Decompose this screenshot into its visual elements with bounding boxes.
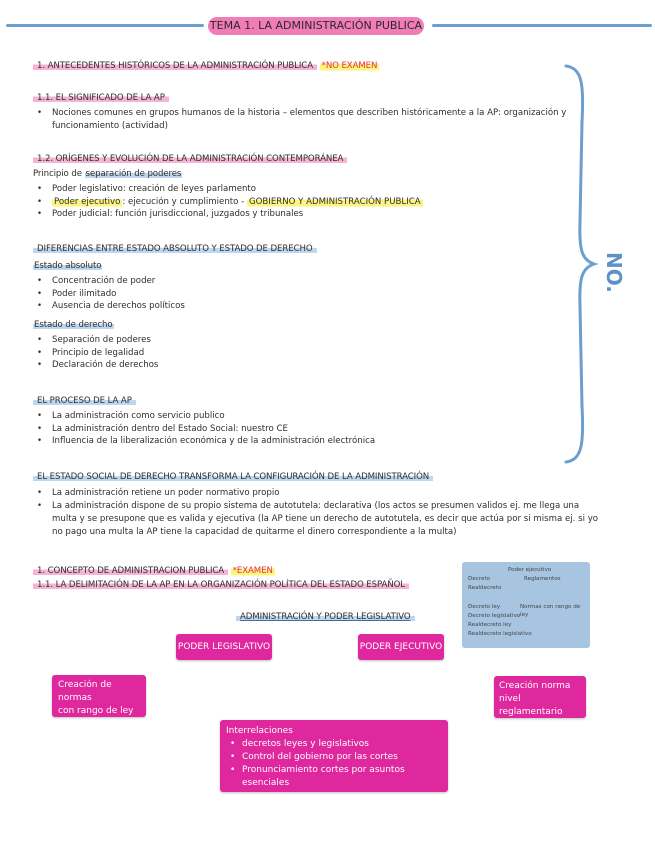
section-2-1-heading <box>33 580 409 591</box>
list-item <box>33 196 533 209</box>
powers-item-legislativo: Poder legislativo: creación de leyes parlamento <box>52 184 257 194</box>
absoluto-item: Poder ilimitado <box>52 288 117 299</box>
proceso-item: La administración dentro del Estado Social: nuestro CE <box>52 423 288 434</box>
list-item <box>33 410 533 423</box>
section-1-1-heading-text: 1.1. EL SIGNIFICADO DE LA AP <box>33 93 169 103</box>
estado-absoluto-text: Estado absoluto <box>34 261 102 271</box>
diagram-title-text: ADMINISTRACIÓN Y PODER LEGISLATIVO <box>236 612 415 622</box>
proceso-list <box>33 410 533 448</box>
estado-absoluto-label <box>33 261 102 272</box>
creacion-ley-line2: con rango de ley <box>58 706 134 716</box>
proceso-heading <box>33 396 136 407</box>
derecho-item: Separación de poderes <box>52 335 151 345</box>
section-1-1-list <box>33 107 573 132</box>
note-reglamentos: Reglamentos <box>524 576 561 582</box>
principle-prefix: Principio de <box>33 169 85 179</box>
powers-item-judicial: Poder judicial: función jurisdiccional, juzgados y tribunales <box>52 209 304 219</box>
list-item <box>33 347 333 360</box>
list-item <box>33 300 333 313</box>
section-1-heading-text: 1. ANTECEDENTES HISTÓRICOS DE LA ADMINISTRACIÓN PUBLICA <box>33 61 317 71</box>
list-item <box>33 334 333 347</box>
interrelaciones-box <box>220 720 448 792</box>
creacion-ley-line1: Creación de normas <box>58 680 112 703</box>
examen-tag: *EXAMEN <box>232 566 273 576</box>
section-1-heading <box>33 61 379 72</box>
interrelaciones-item: • Control del gobierno por las cortes <box>230 752 398 762</box>
note-realdecreto-legislativo: Realdecreto legislativo <box>468 631 532 637</box>
note-decreto-ley: Decreto ley <box>468 604 501 610</box>
interrelaciones-item: • decretos leyes y legislativos <box>230 739 369 749</box>
no-side-note: NO. <box>602 252 626 293</box>
social-item: La administración dispone de su propio sistema de autotutela: declarativa (los actos se presumen validos ej. me llega una multa y se presupone que es valida y ejecutiva (la AP tiene un derecho de autotutela, es decir que actúa por si misma ej. si yo no pago una multa la AP tiene la capacidad de quitarme el dinero correspondiente a la multa) <box>52 500 599 537</box>
section-2-heading-text: 1. CONCEPTO DE ADMINISTRACION PUBLICA <box>33 566 228 576</box>
estado-social-heading <box>33 472 433 483</box>
social-item: La administración retiene un poder normativo propio <box>52 488 280 498</box>
creacion-norma-reglamentaria-box <box>494 676 586 718</box>
page-title: TEMA 1. LA ADMINISTRACIÓN PUBLICA <box>208 17 424 35</box>
poder-ejecutivo-note <box>462 562 590 648</box>
list-item <box>33 487 601 500</box>
note-realdecreto-ley: Realdecreto ley <box>468 622 512 628</box>
section-2-1-heading-text: 1.1. LA DELIMITACIÓN DE LA AP EN LA ORGANIZACIÓN POLÍTICA DEL ESTADO ESPAÑOL <box>33 580 409 590</box>
diagram-title <box>236 612 415 623</box>
section-1-1-item-cont: funcionamiento (actividad) <box>52 120 168 131</box>
powers-list <box>33 183 533 221</box>
creacion-regl-line2: nivel reglamentario <box>499 694 563 717</box>
proceso-heading-text: EL PROCESO DE LA AP <box>33 396 136 406</box>
list-item <box>33 423 533 436</box>
estado-derecho-label <box>33 320 114 331</box>
estado-derecho-list <box>33 334 333 372</box>
principle-line <box>33 169 182 180</box>
interrelaciones-title: Interrelaciones <box>226 726 293 736</box>
no-examen-tag: *NO EXAMEN <box>321 61 378 71</box>
derecho-item: Declaración de derechos <box>52 360 159 370</box>
section-1-2-heading <box>33 154 347 165</box>
note-realdecreto: Realdecreto <box>468 585 502 591</box>
powers-item-ejecutivo-text: : ejecución y cumplimiento - <box>122 196 247 207</box>
derecho-item: Principio de legalidad <box>52 347 145 358</box>
powers-item-ejecutivo-highlight: GOBIERNO Y ADMINISTRACIÓN PUBLICA <box>248 196 421 207</box>
estado-social-heading-text: EL ESTADO SOCIAL DE DERECHO TRANSFORMA LA CONFIGURACIÓN DE LA ADMINISTRACIÓN <box>33 472 433 482</box>
title-rule-right <box>432 24 652 27</box>
note-title: Poder ejecutivo <box>508 567 552 573</box>
list-item <box>33 275 333 288</box>
interrelaciones-item-text: Pronunciamiento cortes por asuntos esenciales <box>242 765 405 788</box>
differences-heading-text: DIFERENCIAS ENTRE ESTADO ABSOLUTO Y ESTADO DE DERECHO <box>33 244 317 254</box>
list-item <box>33 107 573 132</box>
creacion-normas-ley-box <box>52 675 146 717</box>
proceso-item: Influencia de la liberalización económica y de la administración electrónica <box>52 436 376 446</box>
poder-legislativo-box: PODER LEGISLATIVO <box>176 634 272 660</box>
section-1-1-heading <box>33 93 169 104</box>
proceso-item: La administración como servicio publico <box>52 411 225 421</box>
absoluto-item: Concentración de poder <box>52 276 156 286</box>
differences-heading <box>33 244 317 255</box>
section-2-heading <box>33 566 275 577</box>
interrelaciones-item-text: Control del gobierno por las cortes <box>242 752 398 762</box>
list-item <box>33 288 333 301</box>
estado-social-list <box>33 487 601 539</box>
estado-derecho-text: Estado de derecho <box>34 320 113 330</box>
curly-brace-icon <box>560 62 600 466</box>
interrelaciones-item: • Pronunciamiento cortes por asuntos esenciales <box>230 765 405 788</box>
note-normas: Normas con rango de ley <box>520 604 581 618</box>
powers-item-ejecutivo-label: Poder ejecutivo <box>54 196 121 207</box>
poder-ejecutivo-box: PODER EJECUTIVO <box>358 634 444 660</box>
list-item <box>33 435 533 448</box>
section-1-2-heading-text: 1.2. ORÍGENES Y EVOLUCIÓN DE LA ADMINISTRACIÓN CONTEMPORÁNEA <box>33 154 347 164</box>
creacion-regl-line1: Creación norma <box>499 681 571 691</box>
principle-link: separación de poderes <box>85 169 182 179</box>
title-rule-left <box>6 24 204 27</box>
list-item <box>33 208 533 221</box>
absoluto-item: Ausencia de derechos políticos <box>52 301 185 311</box>
estado-absoluto-list <box>33 275 333 313</box>
interrelaciones-item-text: decretos leyes y legislativos <box>242 739 369 749</box>
list-item <box>33 500 601 539</box>
list-item <box>33 183 533 196</box>
note-decreto-legislativo: Decreto legislativo <box>468 613 521 619</box>
note-decreto: Decreto <box>468 576 491 582</box>
section-1-1-item-text: Nociones comunes en grupos humanos de la historia – elementos que describen históricamente a la AP: organización y <box>52 108 567 118</box>
list-item <box>33 359 333 372</box>
